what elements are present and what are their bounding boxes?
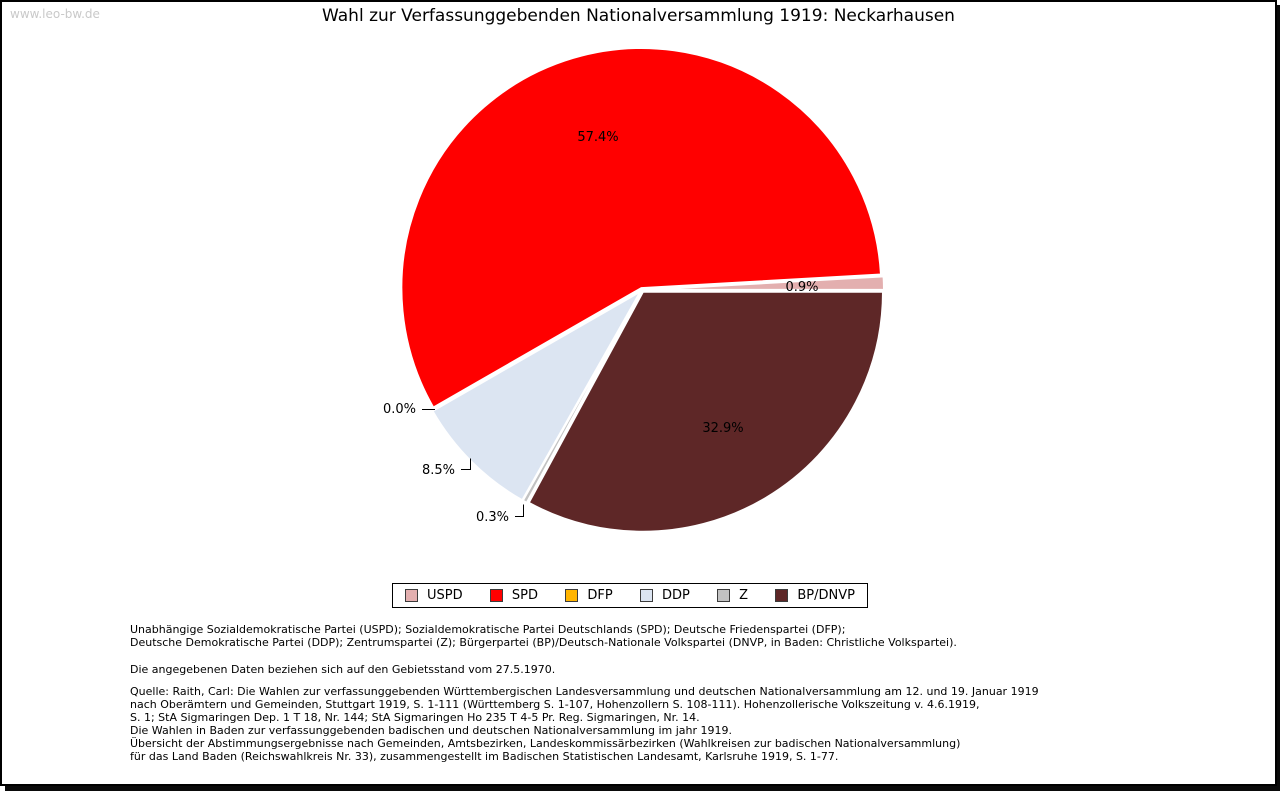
source-line: Die Wahlen in Baden zur verfassunggebenden badischen und deutschen Nationalversammlung im jahr 1919.: [130, 724, 733, 737]
legend-item-DDP: [640, 589, 690, 602]
legend-item-BP/DNVP: [775, 589, 855, 602]
label-leader-line-Z: [515, 505, 524, 517]
pie-slice-value-DFP: 0.0%: [382, 402, 416, 417]
legend-item-DFP: [565, 589, 612, 602]
source-line: Übersicht der Abstimmungsergebnisse nach Gemeinden, Amtsbezirken, Landeskommissärbezirken (Wahlkreisen zur badischen Nationalversammlung): [130, 737, 961, 750]
legend-swatch-DDP: [640, 589, 653, 602]
source-citation: [130, 685, 1039, 763]
pie-slice-value-BP/DNVP: 32.9%: [702, 421, 744, 436]
pie-slice-value-USPD: 0.9%: [785, 280, 819, 295]
legend: [392, 583, 868, 608]
legend-swatch-SPD: [490, 589, 503, 602]
legend-item-USPD: [405, 589, 463, 602]
pie-slice-value-DDP: 8.5%: [421, 463, 455, 478]
source-line: für das Land Baden (Reichswahlkreis Nr. 33), zusammengestellt im Badischen Statistischen Landesamt, Karlsruhe 1919, S. 1-77.: [130, 750, 839, 763]
data-note: Die angegebenen Daten beziehen sich auf den Gebietsstand vom 27.5.1970.: [130, 663, 556, 676]
source-line: Quelle: Raith, Carl: Die Wahlen zur verfassunggebenden Württembergischen Landesversammlung und deutschen Nationalversammlung am 12. und 19. Januar 1919: [130, 685, 1039, 698]
legend-label-DDP: DDP: [661, 588, 690, 603]
party-abbrev-line: Unabhängige Sozialdemokratische Partei (USPD); Sozialdemokratische Partei Deutschlands (SPD); Deutsche Friedenspartei (DFP);: [130, 623, 846, 636]
legend-swatch-Z: [717, 589, 730, 602]
legend-item-SPD: [490, 589, 538, 602]
legend-label-BP/DNVP: BP/DNVP: [797, 588, 855, 603]
pie-chart: [2, 2, 1280, 577]
legend-swatch-DFP: [565, 589, 578, 602]
legend-label-Z: Z: [739, 588, 749, 603]
source-line: nach Oberämtern und Gemeinden, Stuttgart 1919, S. 1-111 (Württemberg S. 1-107, Hohenzollern S. 108-111). Hohenzollerische Volkszeitung v. 4.6.1919,: [130, 698, 980, 711]
legend-label-SPD: SPD: [511, 588, 539, 603]
pie-slice-value-Z: 0.3%: [475, 510, 509, 525]
chart-title: Wahl zur Verfassunggebenden Nationalversammlung 1919: Neckarhausen: [322, 6, 955, 26]
legend-label-USPD: USPD: [427, 588, 463, 603]
legend-swatch-BP/DNVP: [775, 589, 788, 602]
legend-item-Z: [717, 589, 748, 602]
source-line: S. 1; StA Sigmaringen Dep. 1 T 18, Nr. 144; StA Sigmaringen Ho 235 T 4-5 Pr. Reg. Sigmaringen, Nr. 14.: [130, 711, 700, 724]
legend-label-DFP: DFP: [587, 588, 613, 603]
legend-swatch-USPD: [405, 589, 418, 602]
watermark: www.leo-bw.de: [10, 7, 100, 21]
pie-slice-value-SPD: 57.4%: [577, 130, 619, 145]
party-abbreviations: [130, 623, 957, 649]
party-abbrev-line: Deutsche Demokratische Partei (DDP); Zentrumspartei (Z); Bürgerpartei (BP)/Deutsch-Nationale Volkspartei (DNVP, in Baden: Christliche Volkspartei).: [130, 636, 957, 649]
